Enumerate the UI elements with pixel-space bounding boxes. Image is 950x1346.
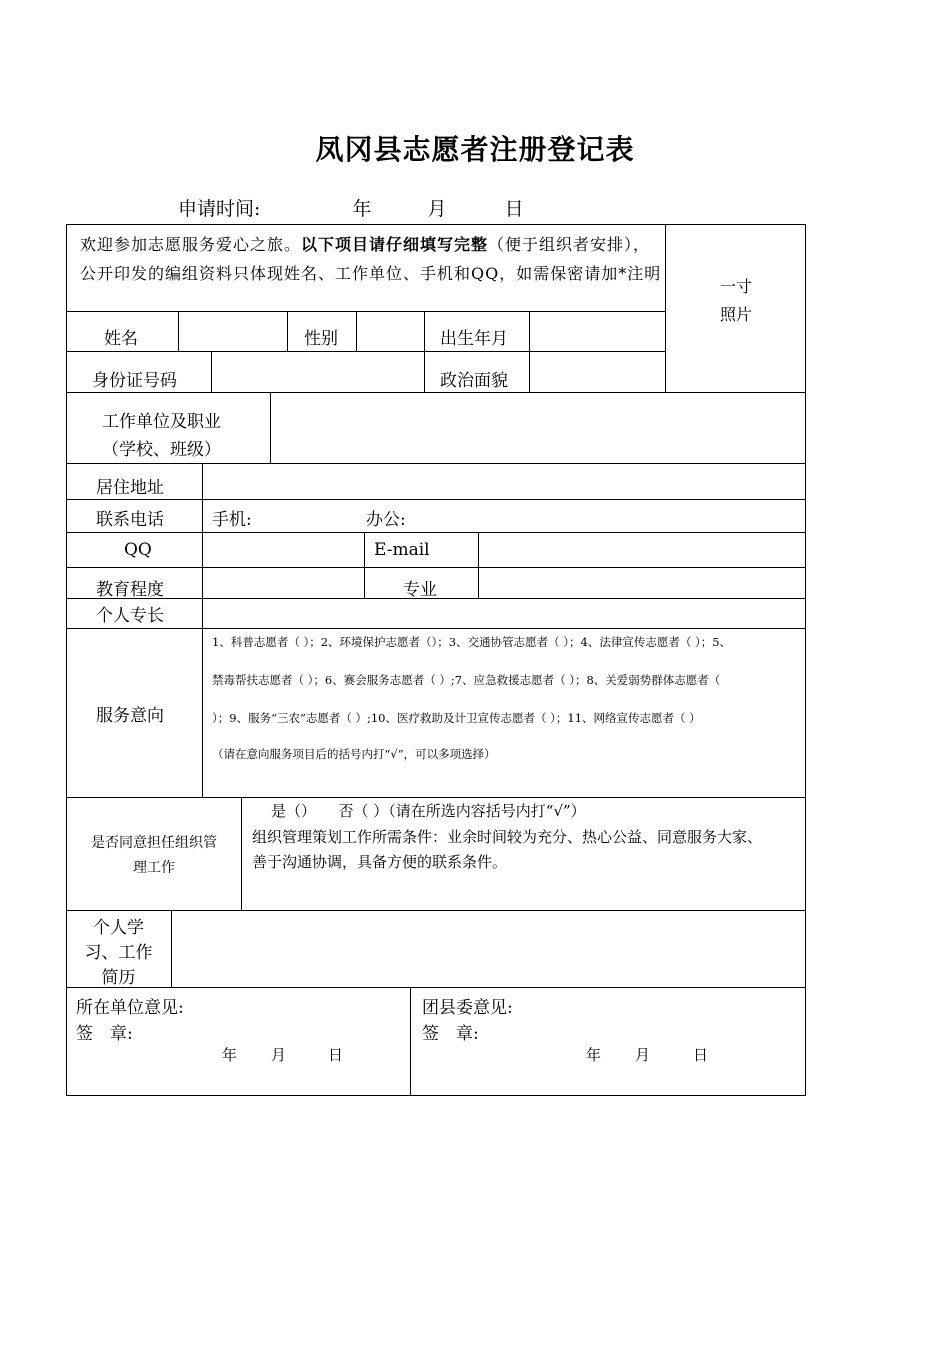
form-line [66,987,806,988]
league-opinion-label: 团县委意见: [422,998,513,1018]
form-line [202,628,203,798]
email-label: E-mail [374,540,430,560]
political-status-label: 政治面貌 [440,371,508,391]
intro-part1: 欢迎参加志愿服务爱心之旅。 [80,235,302,254]
organize-choice[interactable]: 是（） 否（ ）（请在所选内容括号内打“√”） [271,802,586,820]
name-label: 姓名 [104,329,138,349]
birth-label: 出生年月 [440,329,508,349]
service-options-line2: 禁毒帮扶志愿者（ ）；6、赛会服务志愿者（ ）;7、应急救援志愿者（ ）；8、关爱弱势群体志愿者（ [212,673,721,687]
major-label: 专业 [403,580,437,600]
service-options-note: （请在意向服务项目后的括号内打“√”，可以多项选择） [212,747,496,761]
address-field[interactable] [203,464,806,499]
organize-label-line2: 理工作 [133,860,175,876]
resume-label-line2: 习、工作 [84,943,153,963]
intro-bold: 以下项目请仔细填写完整 [301,235,489,254]
resume-label-line1: 个人学 [93,918,144,938]
birth-field[interactable] [530,312,665,351]
unit-year-label: 年 [222,1046,238,1064]
organize-conditions-line1: 组织管理策划工作所需条件：业余时间较为充分、热心公益、同意服务大家、 [252,828,763,846]
league-sign-label: 签 章: [422,1024,479,1044]
league-month-label: 月 [635,1046,651,1064]
photo-label-line2: 照片 [719,305,752,324]
gender-label: 性别 [304,329,338,349]
education-label: 教育程度 [96,580,164,600]
page-title: 凤冈县志愿者注册登记表 [315,133,635,166]
apply-month-label: 月 [427,198,447,220]
apply-day-label: 日 [504,198,524,220]
mobile-label: 手机: [212,510,252,530]
work-unit-field[interactable] [271,393,806,463]
organize-label-line1: 是否同意担任组织管 [91,835,217,851]
apply-time-label: 申请时间: [178,198,261,220]
name-field[interactable] [179,312,287,351]
resume-field[interactable] [172,911,806,987]
resume-label-line3: 简历 [101,968,136,988]
form-line [287,311,288,352]
unit-day-label: 日 [328,1046,344,1064]
education-field[interactable] [203,568,364,598]
id-number-label: 身份证号码 [92,371,177,391]
qq-label: QQ [124,540,152,560]
service-options-line3: ）；9、服务“三农”志愿者（ ）;10、医疗救助及计卫宣传志愿者（ ）；11、网络宣传志愿者（ ） [212,711,701,725]
specialty-label: 个人专长 [96,606,164,626]
apply-year-label: 年 [352,198,372,220]
organize-conditions-line2: 善于沟通协调，具备方便的联系条件。 [252,853,508,871]
intro-part2: （便于组织者安排），公开印发的编组资料只体现姓名、工作单位、手机和QQ，如需保密请加*注明 [80,235,662,283]
unit-sign-label: 签 章: [76,1024,133,1044]
gender-field[interactable] [357,312,424,351]
service-options-line1: 1、科普志愿者（ ）；2、环境保护志愿者（）；3、交通协管志愿者（ ）；4、法律宣传志愿者（ ）；5、 [212,635,732,649]
address-label: 居住地址 [96,478,164,498]
specialty-field[interactable] [203,599,806,628]
form-line [410,987,411,1095]
form-line [66,499,806,500]
photo-label-line1: 一寸 [719,277,752,296]
phone-label: 联系电话 [96,510,164,530]
league-year-label: 年 [586,1046,602,1064]
intro-text [80,230,664,288]
major-field[interactable] [479,568,806,598]
form-line [424,311,425,393]
qq-field[interactable] [203,533,364,567]
id-number-field[interactable] [212,352,424,392]
unit-month-label: 月 [271,1046,287,1064]
work-unit-sublabel: （学校、班级） [102,440,221,460]
league-day-label: 日 [693,1046,709,1064]
political-status-field[interactable] [530,352,665,392]
unit-opinion-label: 所在单位意见: [76,998,184,1018]
work-unit-label: 工作单位及职业 [102,412,221,432]
apply-time-line [178,194,524,221]
registration-form [66,224,806,1096]
form-line [241,797,242,911]
form-line [364,532,365,599]
office-phone-label: 办公: [366,510,406,530]
form-line [66,628,806,629]
form-line [66,797,806,798]
service-intent-label: 服务意向 [96,706,164,726]
email-field[interactable] [479,533,806,567]
